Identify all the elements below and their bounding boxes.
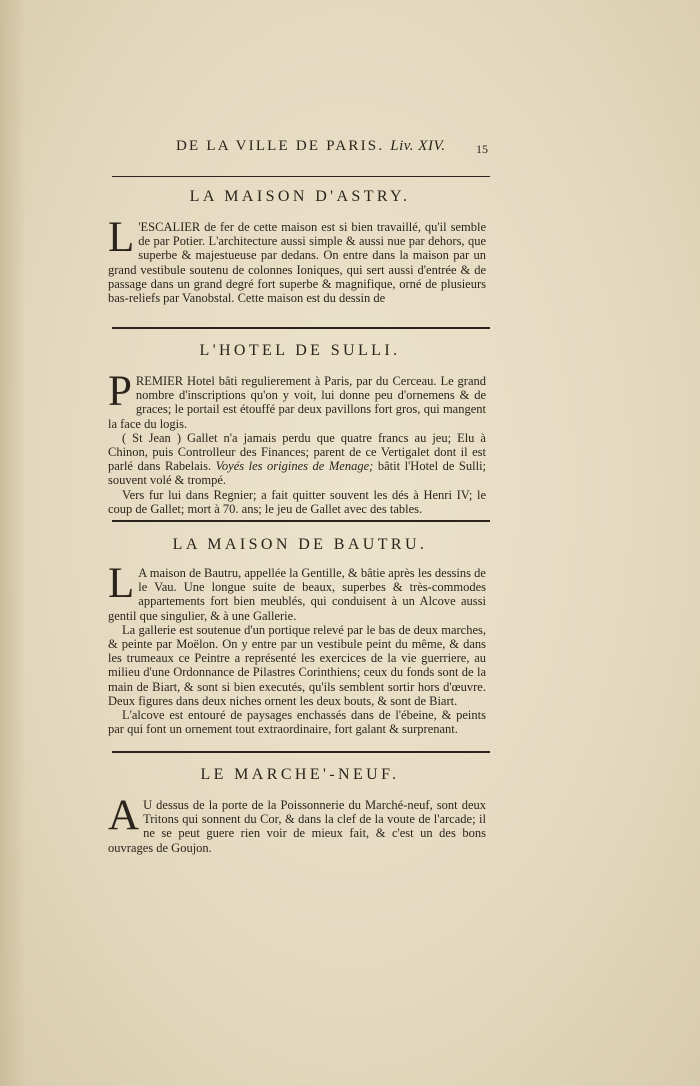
section-title-maison-bautru: LA MAISON DE BAUTRU. xyxy=(172,536,428,553)
italic-reference: Voyés les origines de Menage; xyxy=(215,459,374,474)
page-number: 15 xyxy=(476,142,488,156)
paragraph: L'alcove est entouré de paysages enchassés dans de l'ébeine, & peints par qui font un ornement tout extraordinaire, fort galant & surprenant. xyxy=(108,708,486,737)
paragraph: A maison de Bautru, appellée la Gentille, & bâtie après les dessins de le Vau. Une longue suite de beaux, superbes & très-commodes appartements fort bien meublés, qui conduisent à un Alcove aussi gentil que singulier, & à une Gallerie. xyxy=(108,566,486,623)
drop-cap: L xyxy=(108,560,135,607)
section-divider xyxy=(112,751,490,753)
section-divider xyxy=(112,327,490,329)
paragraph: La gallerie est soutenue d'un portique relevé par le bas de deux marches, & peinte par Moëlon. On y entre par un vestibule peint du même, & dans les trumeaux ce Peintre a représenté les exercices de la vie guerriere, au milieu d'une Ordonnance de Pilastres Corinthiens; ceux du fonds sont de la main de Biart, & sont si bien executés, qu'ils semblent sortir hors d'œuvre. Deux figures dans deux niches ornent les deux bouts, & sont de Biart. xyxy=(108,622,486,708)
drop-cap: P xyxy=(108,368,132,415)
drop-cap: A xyxy=(108,792,140,839)
paragraph: REMIER Hotel bâti regulierement à Paris, par du Cerceau. Le grand nombre d'inscriptions qu'on y voit, lui donne peu d'ornemens & de graces; le portail est étouffé par deux pavillons fort gros, qui mangent la face du logis. xyxy=(108,374,486,431)
paragraph: U dessus de la porte de la Poissonnerie du Marché-neuf, sont deux Tritons qui sonnent du Cor, & dans la clef de la voute de l'arcade; il ne se peut guere rien voir de mieux fait, & c'est un des bons ouvrages de Goujon. xyxy=(108,798,486,855)
drop-cap: L xyxy=(108,214,135,261)
paragraph: 'ESCALIER de fer de cette maison est si bien travaillé, qu'il semble de par Potier. L'architecture aussi simple & aussi nue par dehors, que superbe & majestueuse par dedans. On entre dans la maison par un grand vestibule soutenu de colonnes Ioniques, qui sert aussi d'entrée & de passage dans un grand degré fort superbe & magnifique, orné de plusieurs bas-reliefs par Vanobstal. Cette maison est du dessin de xyxy=(108,220,486,306)
section-body-maison-bautru xyxy=(108,560,486,737)
running-header xyxy=(176,138,445,155)
section-divider xyxy=(112,520,490,522)
section-body-maison-astry xyxy=(108,214,486,306)
section-body-marche-neuf xyxy=(108,792,486,855)
paragraph-text: ( St Jean ) Gallet n'a jamais perdu que quatre francs au jeu; Elu à Chinon, puis Controlleur des Finances; parent de ce Vertigalet dont il est parlé dans Rabelais. xyxy=(108,430,486,474)
section-title-marche-neuf: LE MARCHE'-NEUF. xyxy=(200,766,400,783)
header-rule xyxy=(112,176,490,177)
section-body-hotel-sulli xyxy=(108,368,487,516)
section-title-maison-astry: LA MAISON D'ASTRY. xyxy=(189,188,411,205)
section-title-hotel-sulli: L'HOTEL DE SULLI. xyxy=(199,342,401,359)
paragraph: Vers fur lui dans Regnier; a fait quitter souvent les dés à Henri IV; le coup de Gallet; mort à 70. ans; le jeu de Gallet avec des tables. xyxy=(108,487,486,516)
running-title: DE LA VILLE DE PARIS. xyxy=(176,138,385,154)
book-number: Liv. XIV. xyxy=(390,138,446,154)
page-gutter-shadow xyxy=(0,0,26,1086)
paragraph-text: bâtit l'Hotel de Sulli; souvent volé & trompé. xyxy=(108,459,487,488)
